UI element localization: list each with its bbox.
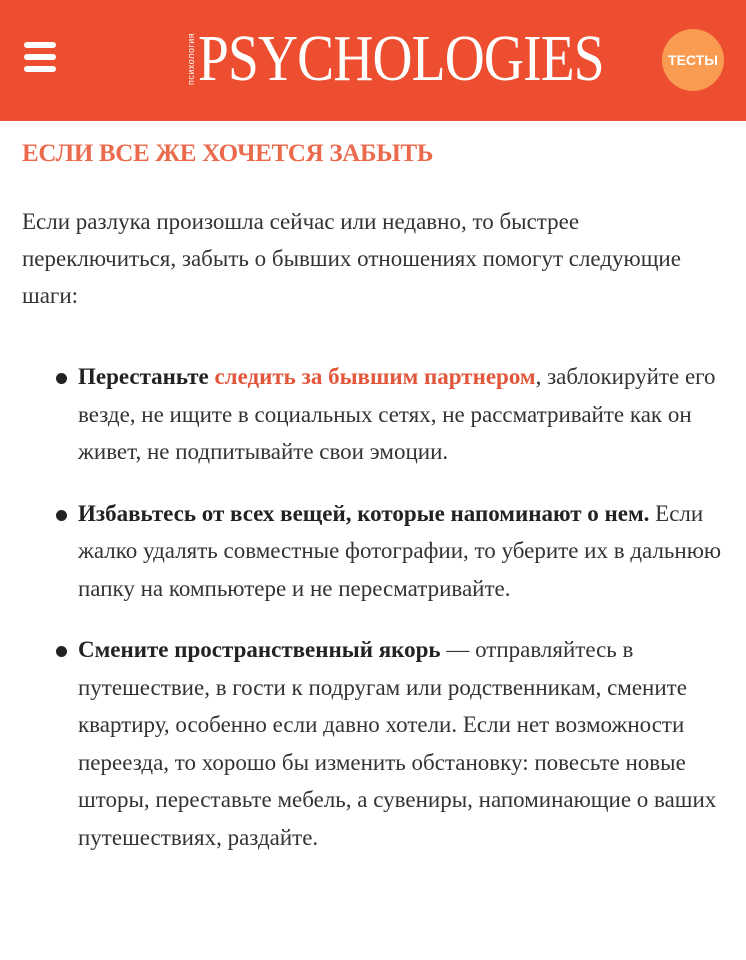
menu-bar [24,66,56,72]
list-item [22,631,724,856]
tests-button[interactable]: ТЕСТЫ [662,29,724,91]
tip-text: , заблокируйте его везде, не ищите в социальных сетях, не рассматривайте как он живет, не подпитывайте свои эмоции. [78,364,716,464]
menu-bar [24,42,56,48]
list-item [22,495,724,608]
menu-bar [24,54,56,60]
tip-bold-text: Смените пространственный якорь [78,637,441,662]
tips-list [22,358,724,856]
tip-text: Если жалко удалять совместные фотографии, то уберите их в дальнюю папку на компьютере и не пересматривайте. [78,500,722,601]
tip-bold-text: Перестаньте [78,364,215,389]
tip-text: — отправляйтесь в путешествие, в гости к подругам или родственникам, смените квартиру, особенно если давно хотели. Если нет возможности переезда, то хорошо бы изменить обстановку: повесьте новые шторы, переставьте мебель, а сувениры, напоминающие о ваших путешествиях, раздайте. [78,637,717,850]
tip-bold-text: Избавьтесь от всех вещей, которые напоминают о нем. [78,500,650,526]
follow-ex-partner-link[interactable]: следить за бывшим партнером [214,364,536,389]
hamburger-menu-icon[interactable] [22,38,58,76]
site-logo[interactable] [186,22,681,96]
list-item [22,358,724,471]
site-header [0,0,746,121]
article-content [0,139,746,856]
section-heading: ЕСЛИ ВСЕ ЖЕ ХОЧЕТСЯ ЗАБЫТЬ [22,140,434,167]
logo-title: PSYCHOLOGIES [198,22,604,95]
logo-subtitle: психология [186,32,196,86]
intro-paragraph: Если разлука произошла сейчас или недавно, то быстрее переключиться, забыть о бывших отношениях помогут следующие шаги: [22,209,681,308]
